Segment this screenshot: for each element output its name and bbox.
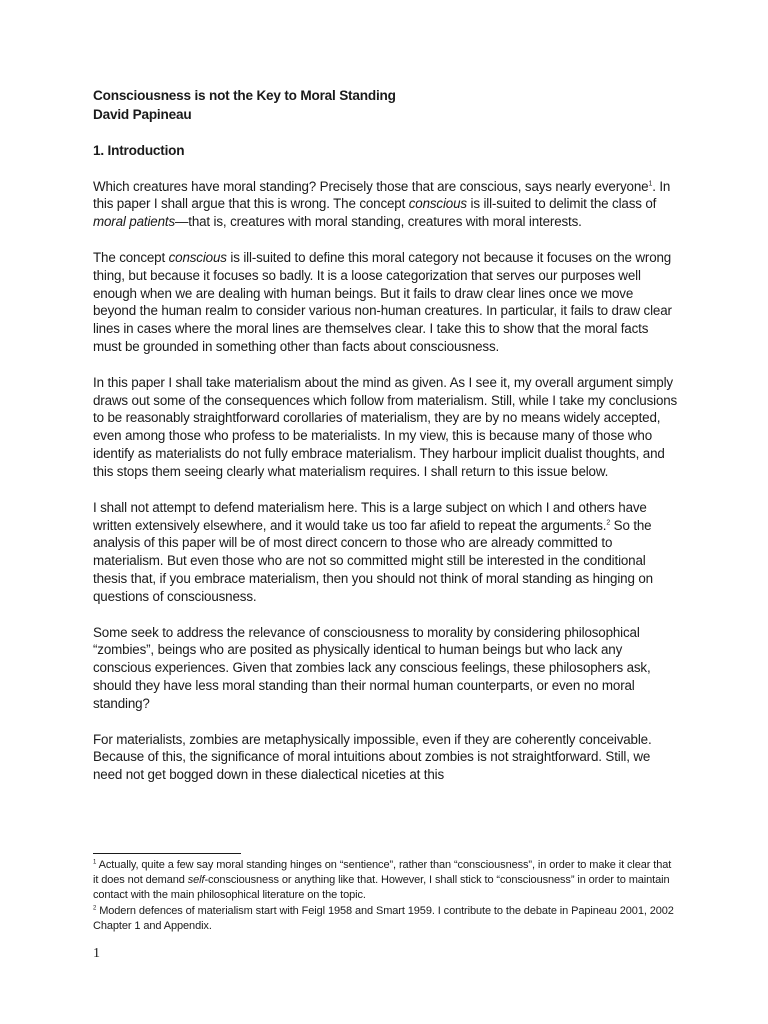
p1-text-b: . In this paper I shall argue that this is wrong. The concept [93, 178, 671, 212]
footnote-separator [93, 853, 241, 854]
paper-author: David Papineau [93, 107, 192, 122]
footnote-ref-2: 2 [606, 519, 611, 527]
footnote-ref-1: 1 [648, 180, 653, 188]
p2-emphasis-conscious: conscious [168, 249, 227, 265]
paragraph-5: Some seek to address the relevance of consciousness to morality by considering philosophical “zombies”, beings who are posited as physically identical to human beings but who lack any conscious experiences. Given that zombies lack any conscious feelings, these philosophers ask, should they have less moral standing than their normal human counterparts, or even no moral standing? [93, 624, 651, 712]
paragraph-6: For materialists, zombies are metaphysically impossible, even if they are coherently conceivable. Because of this, the significance of moral intuitions about zombies is not straightforward. Still, we need not get bogged down in these dialectical niceties at this [93, 731, 652, 783]
paragraph-1 [93, 178, 678, 232]
p1-text-d: —that is, creatures with moral standing, creatures with moral interests. [175, 214, 582, 230]
p1-emphasis-moral-patients: moral patients [93, 214, 176, 230]
p4-text-b: So the analysis of this paper will be of most direct concern to those who are already committed to materialism. But even those who are not so committed might still be interested in the conditional thesis that, if you embrace materialism, then you should not think of moral standing as hinging on questions of consciousness. [93, 517, 653, 605]
p2-text-b: is ill-suited to define this moral category not because it focuses on the wrong thing, but because it focuses so badly. It is a loose categorization that serves our purposes well enough when we are dealing with human beings. But it fails to draw clear lines once we move beyond the human realm to consider various non-human creatures. In particular, it fails to draw clear lines in cases where the moral lines are themselves clear. I take this to show that the moral facts must be grounded in something other than facts about consciousness. [93, 249, 672, 355]
paragraph-3: In this paper I shall take materialism about the mind as given. As I see it, my overall argument simply draws out some of the consequences which follow from materialism. Still, while I take my conclusions to be reasonably straightforward corollaries of materialism, they are by no means widely accepted, even among those who profess to be materialists. In my view, this is because many of those who identify as materialists do not fully embrace materialism. They harbour implicit dualist thoughts, and this stops them seeing clearly what materialism requires. I shall return to this issue below. [93, 374, 678, 480]
p1-text-a: Which creatures have moral standing? Precisely those that are conscious, says nearly everyone [93, 178, 649, 194]
p1-text-c: is ill-suited to delimit the class of [466, 196, 657, 212]
paragraph-2 [93, 249, 678, 356]
footnote-1-text-b: -consciousness or anything like that. However, I shall stick to “consciousness” in order to maintain contact with the main philosophical literature on the topic. [93, 874, 670, 902]
paper-title: Consciousness is not the Key to Moral Standing [93, 88, 396, 103]
section-heading: 1. Introduction [93, 143, 185, 158]
footnotes [93, 858, 678, 934]
footnote-2 [93, 904, 678, 934]
p1-emphasis-conscious: conscious [408, 196, 467, 212]
title-block [93, 86, 678, 124]
paragraph-4 [93, 499, 678, 606]
footnote-2-number: 2 [93, 904, 97, 911]
p4-text-a: I shall not attempt to defend materialism here. This is a large subject on which I and others have written extensively elsewhere, and it would take us too far afield to repeat the arguments. [93, 499, 647, 533]
paper-body [93, 86, 678, 784]
page-number: 1 [93, 946, 100, 961]
p2-text-a: The concept [93, 249, 169, 265]
footnote-1 [93, 858, 678, 904]
footnote-1-emphasis: self [187, 874, 205, 887]
footnote-1-number: 1 [93, 859, 97, 866]
footnote-2-text: Modern defences of materialism start with Feigl 1958 and Smart 1959. I contribute to the debate in Papineau 2001, 2002 Chapter 1 and Appendix. [93, 904, 674, 932]
footnote-1-text-a: Actually, quite a few say moral standing hinges on “sentience”, rather than “consciousness”, in order to make it clear that it does not demand [93, 859, 672, 887]
